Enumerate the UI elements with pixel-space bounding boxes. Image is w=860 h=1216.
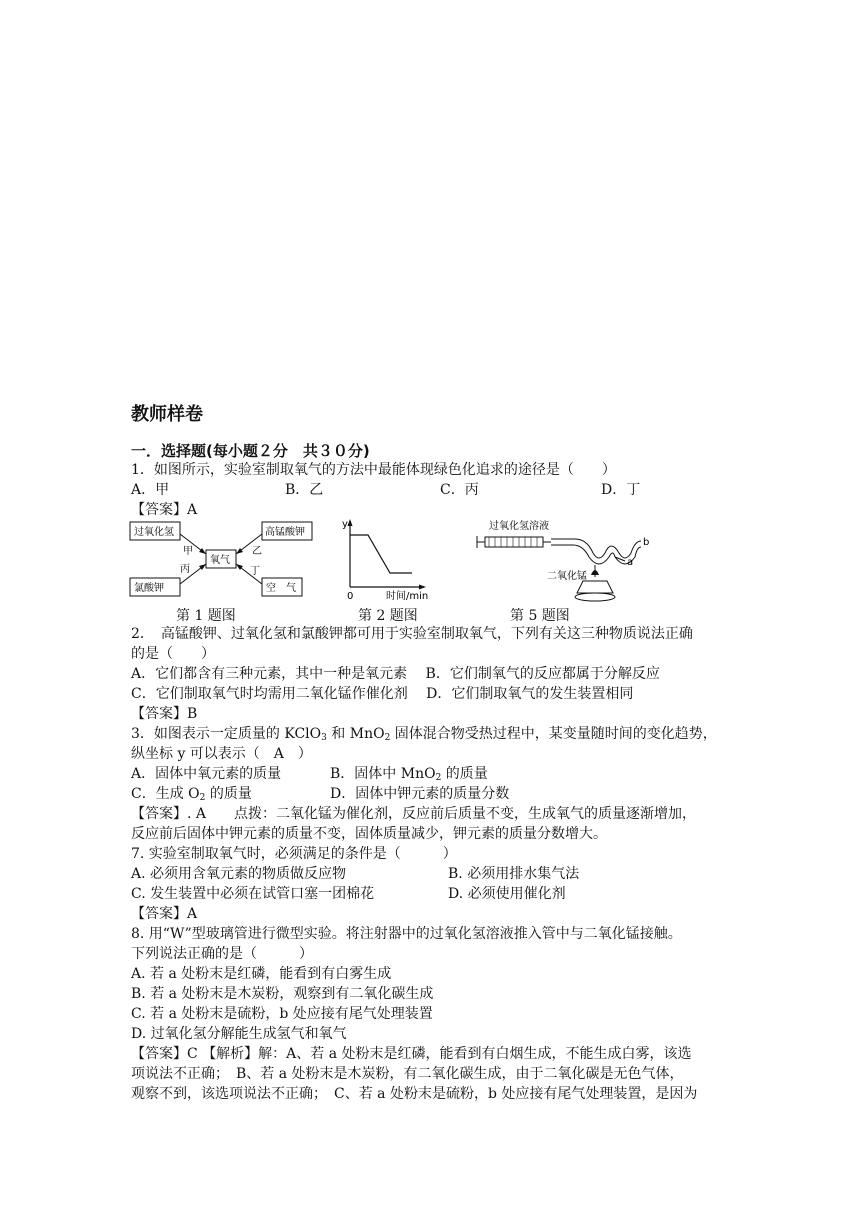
- figure-2-graph: [340, 515, 430, 605]
- q8-option-b: B. 若 a 处粉末是木炭粉，观察到有二氧化碳生成: [131, 986, 434, 1002]
- fig1-label-ding: 丁: [250, 566, 260, 577]
- q2-options-cd: C．它们制取氧气时均需用二氧化锰作催化剂 D．它们制取氧气的发生装置相同: [131, 686, 634, 702]
- q7-option-a: A. 必须用含氧元素的物质做反应物: [131, 866, 347, 882]
- fig1-label-bing: 丙: [180, 564, 190, 575]
- fig5-caption: 第 5 题图: [510, 608, 570, 624]
- fig1-label-yi: 乙: [252, 546, 262, 557]
- q7-option-b: B. 必须用排水集气法: [448, 866, 580, 882]
- q3-stem-line2: 纵坐标 y 可以表示（ A ）: [131, 746, 312, 762]
- figure-5-w-tube: [475, 515, 655, 607]
- q8-option-d: D. 过氧化氢分解能生成氢气和氧气: [131, 1026, 347, 1042]
- q8-stem-line2: 下列说法正确的是（ ）: [131, 946, 313, 962]
- q3-answer-line2: 反应前后固体中钾元素的质量不变，固体质量减少，钾元素的质量分数增大。: [131, 826, 607, 842]
- q2-options-ab: A．它们都含有三种元素，其中一种是氧元素 B．它们制氧气的反应都属于分解反应: [131, 666, 660, 682]
- fig2-y-label: y: [342, 519, 348, 530]
- q1-option-b: B．乙: [285, 482, 324, 498]
- fig5-label-mno2: 二氧化锰: [547, 571, 587, 582]
- q2-answer: 【答案】B: [131, 706, 198, 722]
- q8-answer-line3: 观察不到，该选项说法不正确； C、若 a 处粉末是硫粉，b 处应接有尾气处理装置，是因为: [131, 1086, 698, 1102]
- fig2-caption: 第 2 题图: [358, 608, 418, 624]
- q2-stem-line1: 2． 高锰酸钾、过氧化氢和氯酸钾都可用于实验室制取氧气，下列有关这三种物质说法正确: [131, 626, 693, 642]
- q1-option-d: D．丁: [601, 482, 641, 498]
- q1-option-a: A．甲: [131, 482, 170, 498]
- figure-1-oxygen-routes: [128, 518, 318, 602]
- q1-option-c: C．丙: [440, 482, 479, 498]
- q3-option-c: C．生成 $O_2$ 的质量: [131, 786, 252, 803]
- q3-option-b: B．固体中 MnO$_2$ 的质量: [330, 766, 488, 783]
- q8-option-c: C. 若 a 处粉末是硫粉，b 处应接有尾气处理装置: [131, 1006, 433, 1022]
- fig5-label-b: b: [643, 537, 650, 548]
- fig1-label-oxygen: 氧气: [210, 555, 230, 566]
- q8-answer-line1: 【答案】C 【解析】解：A、若 a 处粉末是红磷，能看到有白烟生成，不能生成白雾，该选: [131, 1046, 692, 1062]
- q7-answer: 【答案】A: [131, 906, 198, 922]
- fig2-x-label: 时间/min: [386, 591, 429, 602]
- q7-option-c: C. 发生装置中必须在试管口塞一团棉花: [131, 886, 375, 902]
- fig1-caption: 第 1 题图: [176, 608, 236, 624]
- fig2-trend-line: [350, 535, 412, 573]
- fig5-label-h2o2: 过氧化氢溶液: [489, 521, 549, 532]
- q3-stem-line1: 3．如图表示一定质量的 KClO$_3$ 和 MnO$_2$ 固体混合物受热过程中，某变量随时间的变化趋势，: [131, 726, 717, 743]
- document-title: 教师样卷: [131, 404, 203, 425]
- q7-stem: 7. 实验室制取氧气时，必须满足的条件是（ ）: [131, 846, 457, 862]
- fig2-origin: 0: [347, 591, 354, 602]
- q1-answer: 【答案】A: [131, 502, 198, 518]
- q8-stem-line1: 8. 用“W”型玻璃管进行微型实验。将注射器中的过氧化氢溶液推入管中与二氧化锰接触。: [131, 926, 682, 942]
- fig5-label-a: a: [627, 557, 634, 568]
- section-heading: 一．选择题(每小题２分 共３０分): [131, 442, 370, 460]
- q1-stem: 1．如图所示，实验室制取氧气的方法中最能体现绿色化追求的途径是（ ）: [131, 462, 616, 478]
- fig1-label-kclo3: 氯酸钾: [134, 583, 164, 594]
- fig1-label-kmno4: 高锰酸钾: [265, 527, 305, 538]
- fig1-label-h2o2: 过氧化氢: [134, 527, 174, 538]
- alcohol-lamp: [577, 581, 613, 593]
- fig1-label-jia: 甲: [183, 546, 193, 557]
- syringe-barrel: [485, 537, 543, 547]
- q3-option-a: A．固体中氧元素的质量: [131, 766, 282, 782]
- q7-option-d: D. 必须使用催化剂: [448, 886, 566, 902]
- q3-option-d: D．固体中钾元素的质量分数: [330, 786, 510, 802]
- q8-answer-line2: 项说法不正确； B、若 a 处粉末是木炭粉，有二氧化碳生成，由于二氧化碳是无色气体，: [131, 1066, 684, 1082]
- q8-option-a: A. 若 a 处粉末是红磷，能看到有白雾生成: [131, 966, 392, 982]
- q3-answer-line1: 【答案】. A 点拨：二氧化锰为催化剂，反应前后质量不变，生成氧气的质量逐渐增加，: [131, 806, 697, 822]
- fig1-label-air: 空 气: [266, 583, 296, 594]
- q2-stem-line2: 的是（ ）: [131, 646, 215, 662]
